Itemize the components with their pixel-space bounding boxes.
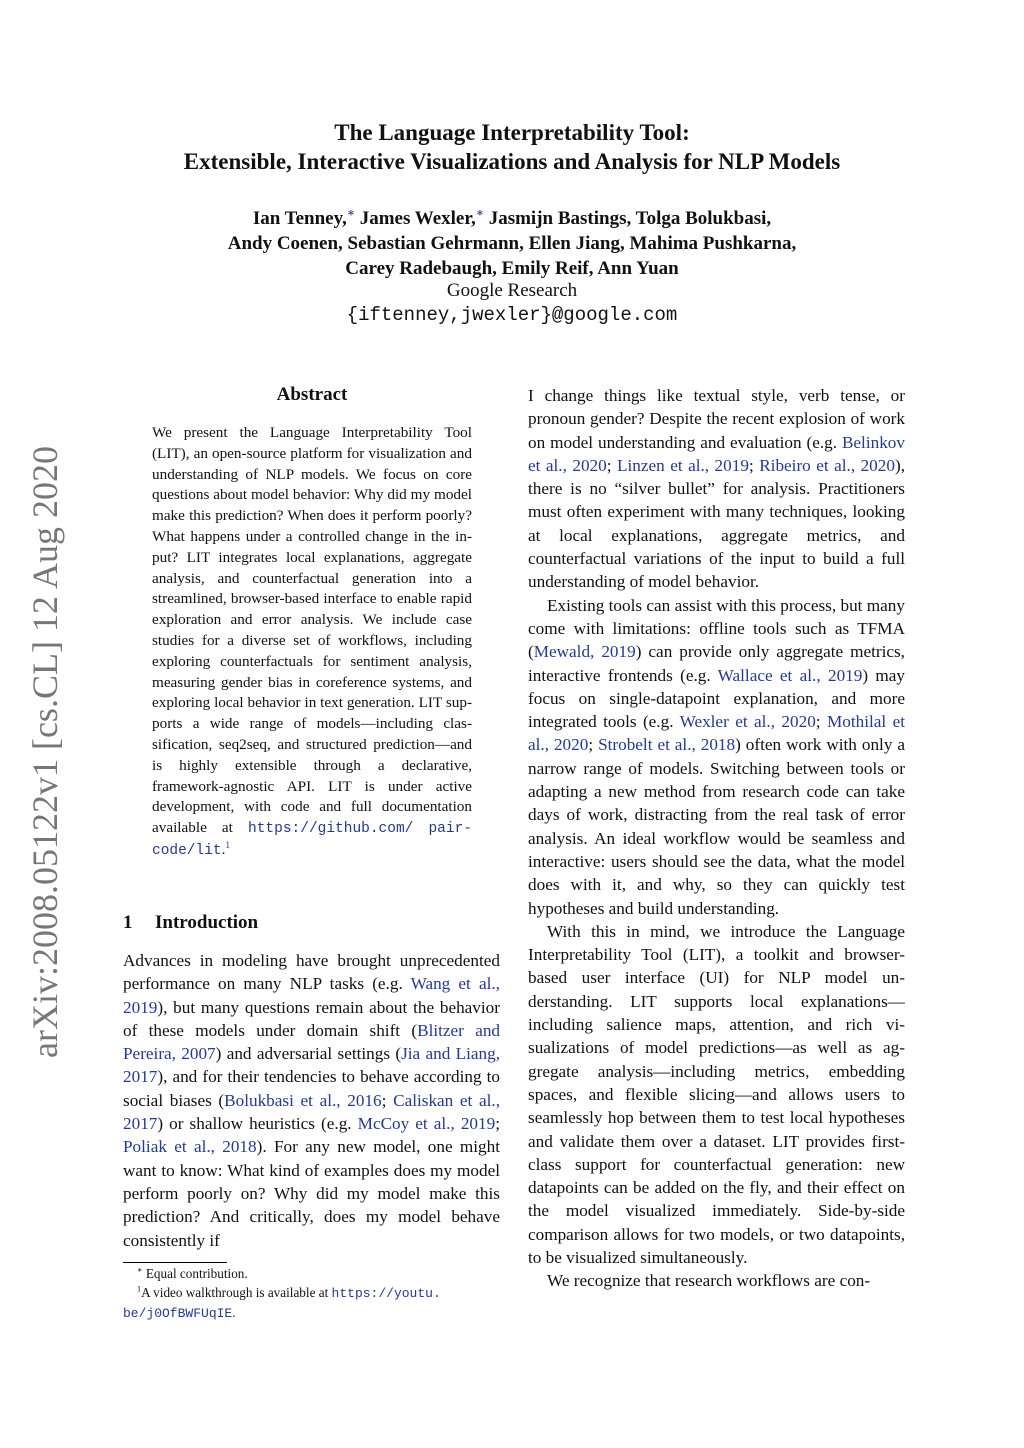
citation-link[interactable]: Caliskan et al., 2017 xyxy=(123,1090,500,1134)
author-line-3: Carey Radebaugh, Emily Reif, Ann Yuan xyxy=(345,258,679,279)
body-text: ), there is no “silver bullet” for analysis. Practitioners must often experiment with many techniques, looking at local explanations, aggregate metrics, and counterfactual variations of the input to build a full understanding of model behavior. xyxy=(528,455,905,592)
footnote-end: . xyxy=(232,1305,236,1320)
author-names: Jasmijn Bastings, Tolga Bolukbasi, xyxy=(488,208,772,229)
footnote-mark: 1 xyxy=(137,1284,142,1294)
body-text: ), and for their tendencies to behave according to social biases ( xyxy=(123,1067,500,1110)
abstract-heading: Abstract xyxy=(276,384,348,405)
video-link-cont[interactable]: be/j0OfBWFUqIE xyxy=(123,1306,233,1321)
section-title: Introduction xyxy=(155,912,259,933)
citation-link[interactable]: Blitzer and Pereira, 2007 xyxy=(123,1020,501,1064)
footnotes xyxy=(123,1264,503,1323)
citation-link[interactable]: Linzen et al., 2019 xyxy=(617,455,749,475)
rich-text xyxy=(528,386,905,591)
body-text: ) and adversarial settings ( xyxy=(215,1044,402,1064)
body-text: With this in mind, we introduce the Language Interpretability Tool (LIT), a toolkit and browser-based user interface (UI) for NLP model understanding. LIT supports local explanations—including salience maps, attention, and rich visualizations of model predictions—as well as aggregate analysis—including metrics, embedding spaces, and flexible slicing—and allows users to seamlessly hop between them to test local hypotheses and validate them over a dataset. LIT provides first-class support for counterfactual generation: new datapoints can be added on the fly, and their effect on the model visualized immediately. Side-by-side comparison allows for two models, or two datapoints, to be visualized simultaneously. xyxy=(528,921,905,1267)
body-text: ; xyxy=(588,735,599,755)
body-text: ) can provide only aggregate metrics, interactive frontends (e.g. xyxy=(528,642,905,685)
body-text: ) may focus on single-datapoint explanation, and more integrated tools (e.g. xyxy=(528,665,906,732)
body-text: ; xyxy=(748,455,760,475)
intro-paragraph-1 xyxy=(123,949,500,1252)
footnote-video xyxy=(123,1283,503,1323)
citation-link[interactable]: Wang et al., 2019 xyxy=(123,974,500,1017)
citation-link[interactable]: Jia and Liang, 2017 xyxy=(123,1044,500,1087)
title-line-1: The Language Interpretability Tool: xyxy=(334,120,690,145)
citation-link[interactable]: Ribeiro et al., 2020 xyxy=(759,455,895,475)
abstract-period: . xyxy=(221,840,226,858)
footnote-text: A video walkthrough is available at xyxy=(141,1285,332,1300)
body-text: We recognize that research workflows are con- xyxy=(547,1271,871,1291)
rich-text xyxy=(528,922,905,1267)
right-column xyxy=(528,384,905,1293)
rich-text xyxy=(123,951,500,1250)
citation-link[interactable]: Mewald, 2019 xyxy=(533,642,636,662)
author-list xyxy=(0,206,1024,281)
body-text: ) often work with only a narrow range of models. Switching between tools or adapting a new method from research code can take days of work, distracting from the real task of error analysis. An ideal workflow would be seamless and interactive: users should see the data, what the model does with it, and why, so they can quickly test hypotheses and build understanding. xyxy=(528,735,905,918)
section-number: 1 xyxy=(123,912,133,933)
citation-link[interactable]: Belinkov et al., 2020 xyxy=(528,432,905,475)
intro-paragraph-2 xyxy=(528,594,905,920)
rich-text xyxy=(528,596,905,918)
citation-link[interactable]: Strobelt et al., 2018 xyxy=(598,735,736,755)
intro-paragraph-3 xyxy=(528,920,905,1269)
rich-text xyxy=(547,1271,870,1290)
abstract-body xyxy=(152,423,472,862)
citation-link[interactable]: Mothilal et al., 2020 xyxy=(528,712,905,755)
paper-title xyxy=(0,118,1024,176)
body-text: Existing tools can assist with this process, but many come with limitations: offline tools such as TFMA ( xyxy=(528,595,905,662)
author-line-1 xyxy=(0,206,1024,231)
title-line-2: Extensible, Interactive Visualizations and Analysis for NLP Models xyxy=(183,149,841,174)
arxiv-identifier: arXiv:2008.05122v1 [cs.CL] 12 Aug 2020 xyxy=(25,446,65,1058)
body-text: I change things like textual style, verb tense, or pronoun gender? Despite the recent explosion of work on model understanding and evaluation (e.g. xyxy=(528,386,905,452)
body-text: ; xyxy=(381,1090,394,1110)
intro-paragraph-4 xyxy=(528,1269,905,1292)
body-text: ), but many questions remain about the behavior of these models under domain shift ( xyxy=(123,997,500,1040)
author-email: {iftenney,jwexler}@google.com xyxy=(346,304,678,326)
footnote-divider xyxy=(123,1262,227,1263)
citation-link[interactable]: Bolukbasi et al., 2016 xyxy=(224,1090,382,1110)
author-name: James Wexler, xyxy=(359,208,476,229)
abstract-text: We present the Language Interpretability Tool (LIT), an open-source platform for visualization and understanding of NLP models. We focus on core questions about model behavior: Why did my model make this prediction? When does it perform poorly? What happens under a controlled change in the input? LIT integrates local explanations, aggregate analysis, and counterfactual generation into a streamlined, browser-based interface to enable rapid exploration and error analysis. We include case studies for a diverse set of workflows, including exploring counterfactuals for sentiment analysis, measuring gender bias in coreference systems, and exploring local behavior in text generation. LIT supports a wide range of models—including classification, seq2seq, and structured prediction—and is highly extensible through a declarative, framework-agnostic API. LIT is under active development, with code and full documentation available at xyxy=(152,424,472,837)
affiliation: Google Research xyxy=(446,280,578,301)
equal-contribution-mark[interactable]: ∗ xyxy=(346,206,355,220)
body-text: ) or shallow heuristics (e.g. xyxy=(157,1114,358,1134)
body-text: ; xyxy=(606,455,617,475)
footnote-equal-contribution xyxy=(123,1264,503,1283)
footnote-text: Equal contribution. xyxy=(142,1266,248,1281)
citation-link[interactable]: McCoy et al., 2019 xyxy=(357,1114,496,1134)
section-heading xyxy=(123,912,503,934)
citation-link[interactable]: Wallace et al., 2019 xyxy=(717,665,863,685)
github-link[interactable]: https://github.com/ xyxy=(248,821,414,838)
intro-paragraph-1-continued xyxy=(528,384,905,594)
citation-link[interactable]: Poliak et al., 2018 xyxy=(123,1137,257,1157)
video-link[interactable]: https://youtu. xyxy=(331,1286,441,1301)
github-link-cont[interactable]: pair-code/lit xyxy=(152,821,472,859)
body-text: ). For any new model, one might want to know: What kind of examples does my model perform poorly on? Why did my model make this prediction? And critically, does my model behave consistently if xyxy=(123,1137,500,1250)
author-line-2: Andy Coenen, Sebastian Gehrmann, Ellen Jiang, Mahima Pushkarna, xyxy=(227,233,797,254)
author-name: Ian Tenney, xyxy=(252,208,347,229)
footnote-ref[interactable]: 1 xyxy=(225,840,231,851)
equal-contribution-mark[interactable]: ∗ xyxy=(475,206,484,220)
body-text: Advances in modeling have brought unprecedented performance on many NLP tasks (e.g. xyxy=(123,951,500,994)
body-text: ; xyxy=(495,1114,500,1134)
footnote-mark: ∗ xyxy=(137,1265,143,1275)
citation-link[interactable]: Wexler et al., 2020 xyxy=(679,712,816,732)
body-text: ; xyxy=(815,712,827,732)
